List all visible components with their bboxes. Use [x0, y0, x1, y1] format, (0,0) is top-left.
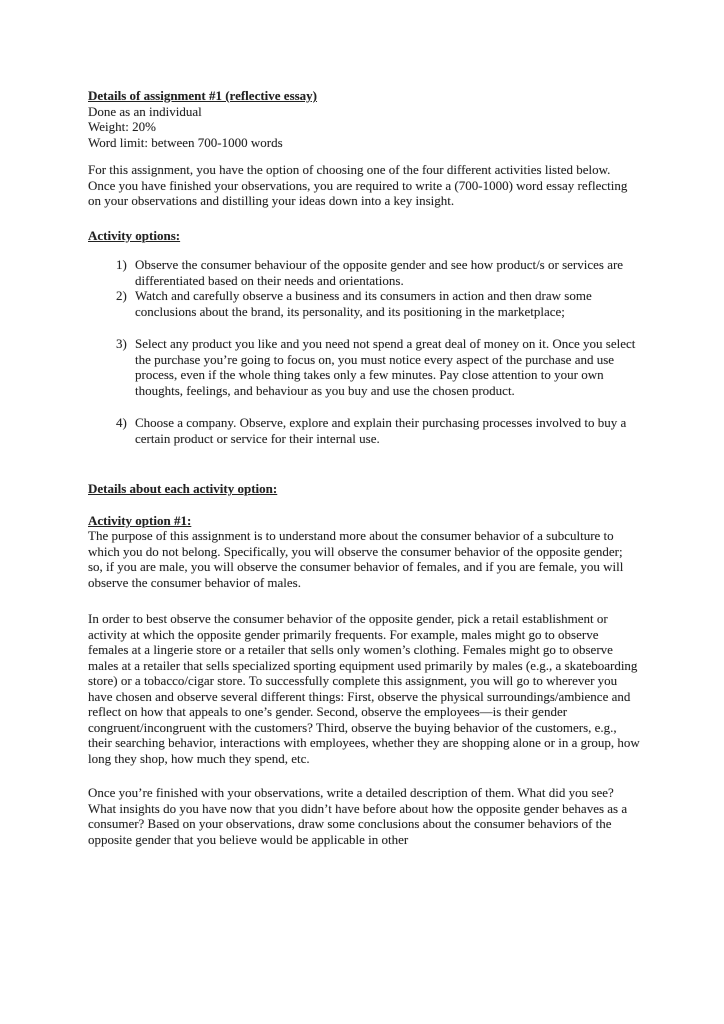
option1-paragraph-1: The purpose of this assignment is to understand more about the consumer behavior of a subculture to which you do not belong. Specifically, you will observe the consumer behavior of the opposite gender; so, if you are male, you will observe the consumer behavior of females, and if you are female, you will observe the consumer behavior of males. — [88, 528, 624, 590]
list-item-number: 1) — [116, 257, 127, 272]
meta-line-word-limit: Word limit: between 700-1000 words — [88, 134, 283, 150]
activity-options-list — [88, 257, 640, 446]
option1-paragraph-2: In order to best observe the consumer behavior of the opposite gender, pick a retail establishment or activity at which the opposite gender primarily frequents. For example, males might go to observe females at a lingerie store or a retailer that sells only women’s clothing. Females might go to observe males at a retailer that sells specialized sporting equipment used primarily by males (e.g., a skateboarding store) or a tobacco/cigar store. To successfully complete this assignment, you will go to wherever you have chosen and observe several different things: First, observe the physical surroundings/ambience and reflect on how that appeals to one’s gender. Second, observe the employees—is their gender congruent/incongruent with the customers? Third, observe the buying behavior of the customers, e.g., their searching behavior, interactions with employees, whether they are shopping alone or in a group, how long they shop, how much they spend, etc. — [88, 611, 640, 766]
list-item-text: Watch and carefully observe a business and its consumers in action and then draw some conclusions about the brand, its personality, and its positioning in the marketplace; — [135, 288, 592, 319]
meta-line-weight: Weight: 20% — [88, 119, 156, 134]
list-item-text: Choose a company. Observe, explore and explain their purchasing processes involved to buy a certain product or service for their internal use. — [135, 415, 627, 446]
document-title: Details of assignment #1 (reflective essay) — [88, 88, 318, 103]
activity-option1-heading: Activity option #1: — [88, 512, 192, 528]
activity-option-item-1 — [88, 257, 640, 288]
intro-paragraph: For this assignment, you have the option of choosing one of the four different activities listed below. Once you have finished your observations, you are required to write a (700-1000) word essay reflecting on your observations and distilling your ideas down into a key insight. — [88, 162, 628, 208]
activity-option-item-4 — [88, 415, 640, 446]
list-item-number: 4) — [116, 415, 127, 430]
list-item-text: Observe the consumer behaviour of the opposite gender and see how product/s or services are differentiated based on their needs and orientations. — [135, 257, 624, 288]
activity-option-item-3 — [88, 336, 640, 398]
details-section-heading: Details about each activity option: — [88, 481, 278, 496]
list-item-number: 2) — [116, 288, 127, 303]
list-item-text: Select any product you like and you need not spend a great deal of money on it. Once you select the purchase you’re going to focus on, you must notice every aspect of the purchase and use process, even if the whole thing takes only a few minutes. Pay close attention to your own thoughts, feelings, and behaviour as you buy and use the chosen product. — [135, 336, 636, 398]
activity-option-item-2 — [88, 288, 640, 319]
list-item-number: 3) — [116, 336, 127, 351]
meta-line-individual: Done as an individual — [88, 103, 202, 119]
activity-options-heading: Activity options: — [88, 227, 181, 243]
option1-paragraph-3: Once you’re finished with your observations, write a detailed description of them. What did you see? What insights do you have now that you didn’t have before about how the opposite gender behaves as a consumer? Based on your observations, draw some conclusions about the consumer behaviors of the opposite gender that you believe would be applicable in other — [88, 785, 628, 847]
document-content — [88, 88, 640, 847]
